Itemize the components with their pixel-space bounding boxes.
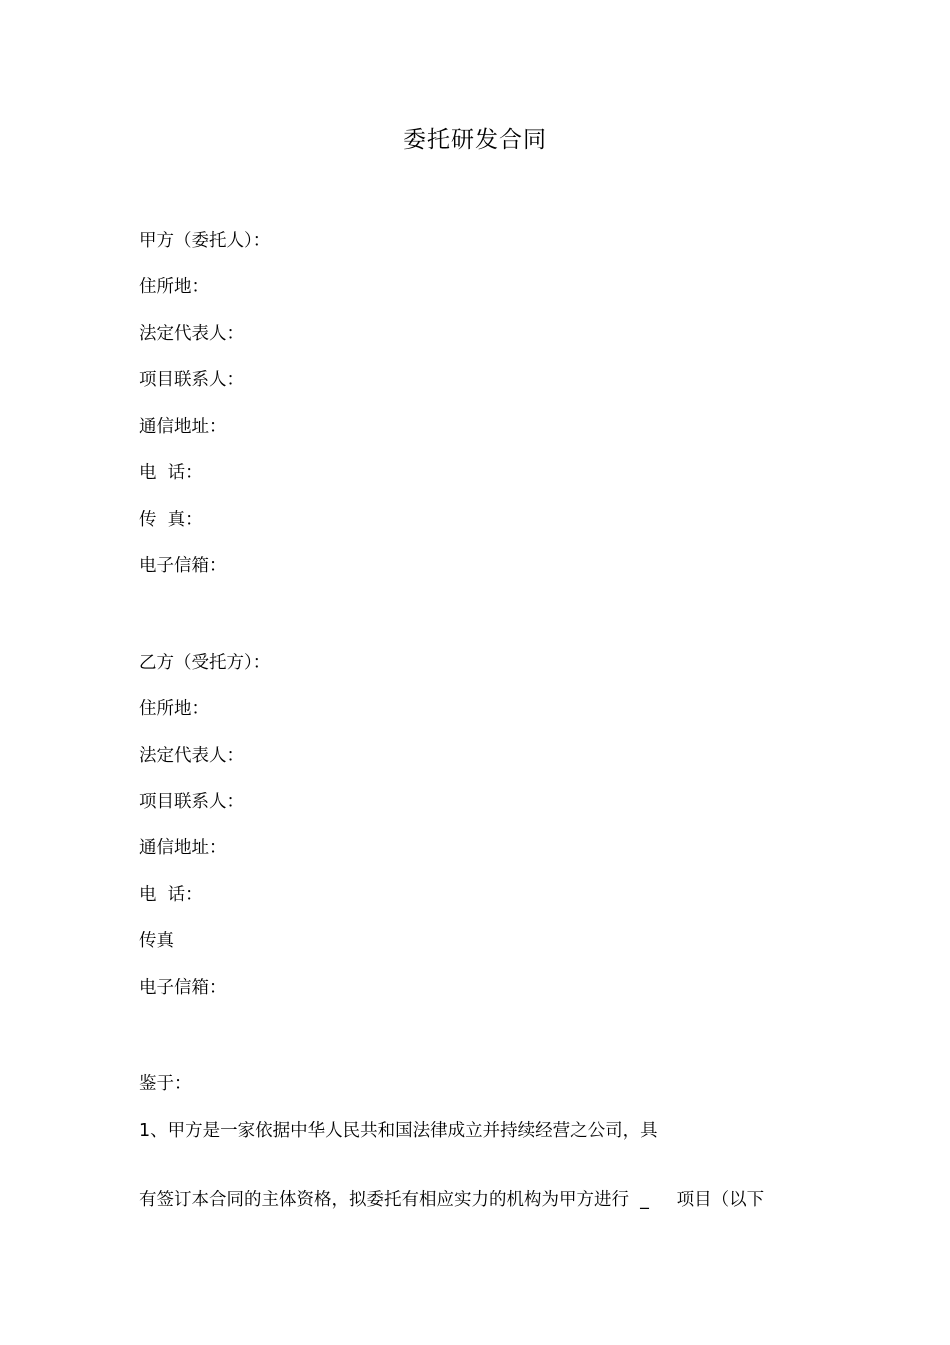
party-a-legal-rep-label: 法定代表人： <box>139 324 244 344</box>
party-b-fax-label: 传真 <box>139 931 174 951</box>
party-a-heading: 甲方（委托人）： <box>139 231 271 251</box>
party-b-address-label: 住所地： <box>139 699 209 719</box>
party-b-phone-label: 电 话： <box>139 885 203 905</box>
party-a-mail-address-label: 通信地址： <box>139 417 227 437</box>
whereas-clause-1-line-2: 有签订本合同的主体资格，拟委托有相应实力的机构为甲方进行 _ 项目（以下 <box>139 1190 765 1210</box>
whereas-clause-1-line-1: 1、甲方是一家依据中华人民共和国法律成立并持续经营之公司，具 <box>139 1121 658 1141</box>
party-b-mail-address-label: 通信地址： <box>139 838 227 858</box>
document-title: 委托研发合同 <box>403 127 547 153</box>
whereas-heading: 鉴于： <box>139 1074 192 1094</box>
party-b-heading: 乙方（受托方）： <box>139 653 271 673</box>
party-a-phone-label: 电 话： <box>139 463 203 483</box>
party-b-legal-rep-label: 法定代表人： <box>139 746 244 766</box>
party-a-address-label: 住所地： <box>139 277 209 297</box>
party-a-email-label: 电子信箱： <box>139 556 227 576</box>
party-b-email-label: 电子信箱： <box>139 978 227 998</box>
party-b-contact-label: 项目联系人： <box>139 792 244 812</box>
party-a-fax-label: 传 真： <box>139 510 203 530</box>
party-a-contact-label: 项目联系人： <box>139 370 244 390</box>
